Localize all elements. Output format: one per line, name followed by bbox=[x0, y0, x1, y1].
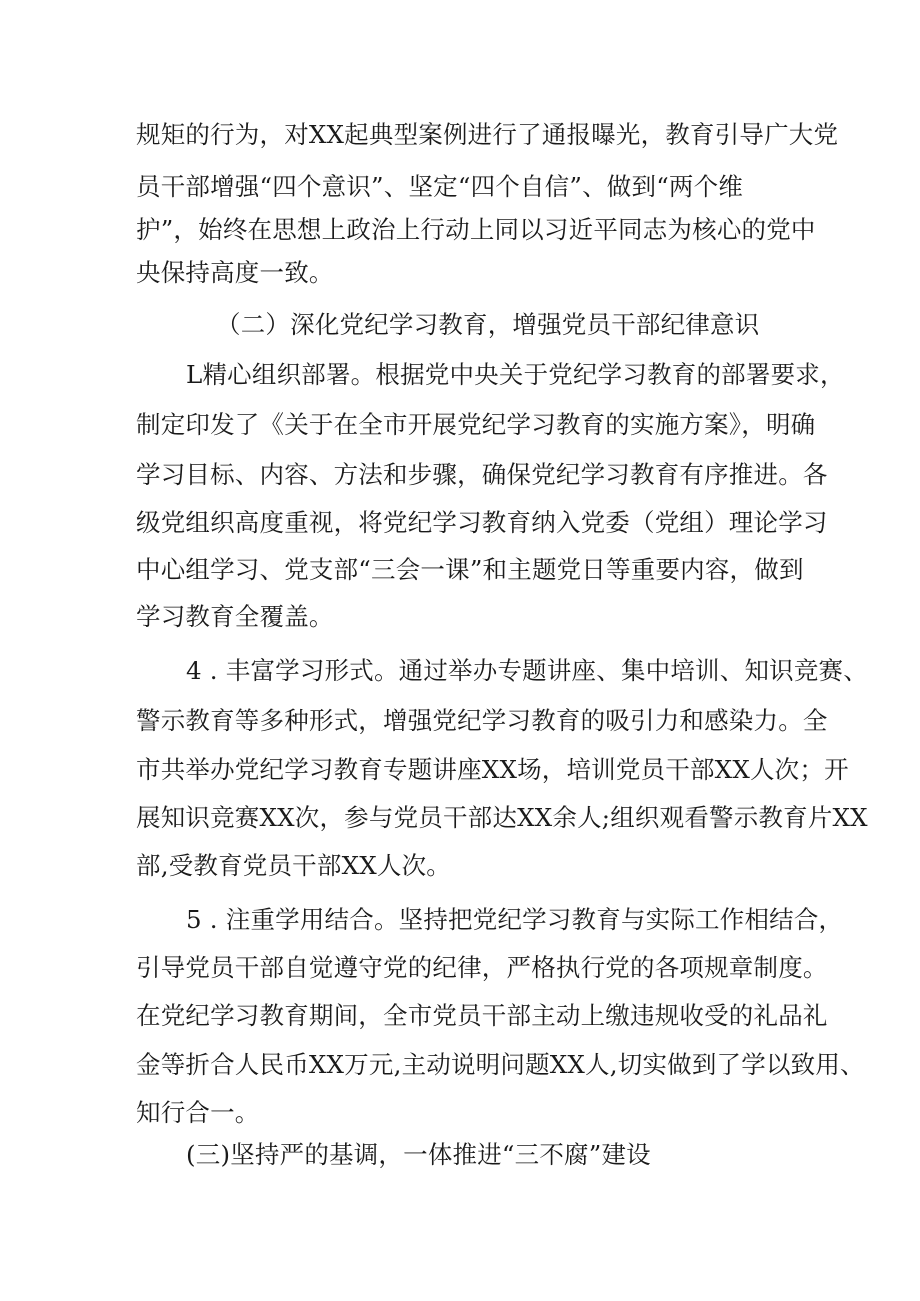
paragraph-4-line-3: 在党纪学习教育期间，全市党员干部主动上缴违规收受的礼品礼 bbox=[136, 1001, 828, 1030]
paragraph-2-line-2: 制定印发了《关于在全市开展党纪学习教育的实施方案》，明确 bbox=[136, 410, 816, 439]
paragraph-1-line-2: 员干部增强“四个意识”、坚定“四个自信”、做到“两个维 bbox=[136, 172, 744, 201]
section-heading-2: （二）深化党纪学习教育，增强党员干部纪律意识 bbox=[216, 310, 760, 339]
paragraph-3-line-5: 部,受教育党员干部XX人次。 bbox=[136, 851, 451, 880]
paragraph-3-line-4: 展知识竞赛XX次，参与党员干部达XX余人;组织观看警示教育片XX bbox=[136, 803, 868, 832]
paragraph-2-line-5: 中心组学习、党支部“三会一课”和主题党日等重要内容，做到 bbox=[136, 555, 804, 584]
section-heading-3: (三)坚持严的基调，一体推进“三不腐”建设 bbox=[186, 1140, 651, 1169]
paragraph-2-line-6: 学习教育全覆盖。 bbox=[136, 602, 334, 631]
paragraph-2-line-4: 级党组织高度重视，将党纪学习教育纳入党委（党组）理论学习 bbox=[136, 508, 828, 537]
paragraph-4-line-4: 金等折合人民币XX万元,主动说明问题XX人,切实做到了学以致用、 bbox=[136, 1050, 865, 1079]
paragraph-2-line-1: L精心组织部署。根据党中央关于党纪学习教育的部署要求， bbox=[186, 360, 845, 389]
paragraph-4-line-1: 5 . 注重学用结合。坚持把党纪学习教育与实际工作相结合， bbox=[186, 905, 844, 934]
paragraph-1-line-3: 护”，始终在思想上政治上行动上同以习近平同志为核心的党中 bbox=[136, 215, 816, 244]
paragraph-3-line-3: 市共举办党纪学习教育专题讲座XX场，培训党员干部XX人次；开 bbox=[136, 755, 849, 784]
paragraph-4-line-2: 引导党员干部自觉遵守党的纪律，严格执行党的各项规章制度。 bbox=[136, 953, 828, 982]
paragraph-4-line-5: 知行合一。 bbox=[136, 1098, 260, 1127]
paragraph-3-line-2: 警示教育等多种形式，增强党纪学习教育的吸引力和感染力。全 bbox=[136, 706, 828, 735]
paragraph-2-line-3: 学习目标、内容、方法和步骤，确保党纪学习教育有序推进。各 bbox=[136, 460, 828, 489]
paragraph-1-line-4: 央保持高度一致。 bbox=[136, 258, 334, 287]
paragraph-1-line-1: 规矩的行为，对XX起典型案例进行了通报曝光，教育引导广大党 bbox=[136, 120, 839, 149]
paragraph-3-line-1: 4 . 丰富学习形式。通过举办专题讲座、集中培训、知识竞赛、 bbox=[186, 656, 868, 685]
